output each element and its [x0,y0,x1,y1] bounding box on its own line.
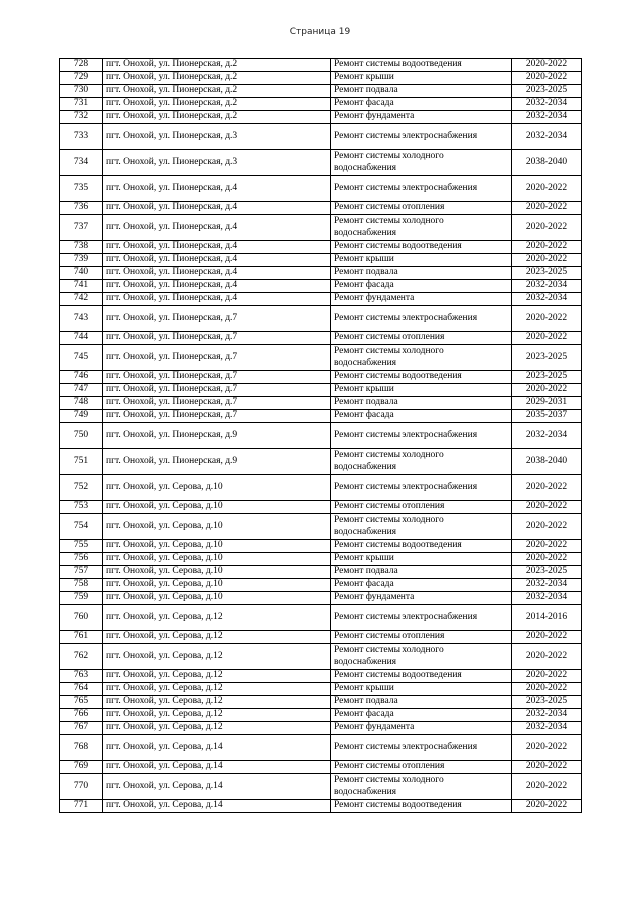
work-type-cell: Ремонт системы холодного водоснабжения [331,774,512,800]
table-row [60,397,582,410]
work-type-cell: Ремонт фундамента [331,293,512,306]
table-row [60,774,582,800]
address-cell: пгт. Онохой, ул. Пионерская, д.2 [103,72,331,85]
table-row [60,280,582,293]
work-type-cell: Ремонт фасада [331,98,512,111]
period-cell: 2020-2022 [512,332,582,345]
row-number-cell: 738 [60,241,103,254]
period-cell: 2020-2022 [512,761,582,774]
row-number-cell: 750 [60,423,103,449]
address-cell: пгт. Онохой, ул. Пионерская, д.4 [103,215,331,241]
row-number-cell: 731 [60,98,103,111]
address-cell: пгт. Онохой, ул. Пионерская, д.7 [103,410,331,423]
row-number-cell: 729 [60,72,103,85]
period-cell: 2020-2022 [512,514,582,540]
address-cell: пгт. Онохой, ул. Пионерская, д.7 [103,384,331,397]
address-cell: пгт. Онохой, ул. Пионерская, д.7 [103,345,331,371]
period-cell: 2014-2016 [512,605,582,631]
row-number-cell: 758 [60,579,103,592]
work-type-cell: Ремонт системы водоотведения [331,59,512,72]
work-type-cell: Ремонт системы отопления [331,501,512,514]
table-row [60,98,582,111]
address-cell: пгт. Онохой, ул. Пионерская, д.9 [103,423,331,449]
row-number-cell: 733 [60,124,103,150]
table-row [60,423,582,449]
period-cell: 2032-2034 [512,280,582,293]
address-cell: пгт. Онохой, ул. Серова, д.10 [103,592,331,605]
address-cell: пгт. Онохой, ул. Серова, д.14 [103,735,331,761]
row-number-cell: 730 [60,85,103,98]
row-number-cell: 768 [60,735,103,761]
period-cell: 2020-2022 [512,215,582,241]
work-type-cell: Ремонт системы отопления [331,202,512,215]
table-row [60,384,582,397]
work-type-cell: Ремонт системы холодного водоснабжения [331,345,512,371]
address-cell: пгт. Онохой, ул. Пионерская, д.4 [103,176,331,202]
work-type-cell: Ремонт подвала [331,397,512,410]
work-type-cell: Ремонт системы водоотведения [331,670,512,683]
table-row [60,176,582,202]
address-cell: пгт. Онохой, ул. Серова, д.10 [103,553,331,566]
period-cell: 2023-2025 [512,267,582,280]
row-number-cell: 752 [60,475,103,501]
work-type-cell: Ремонт подвала [331,566,512,579]
row-number-cell: 742 [60,293,103,306]
address-cell: пгт. Онохой, ул. Серова, д.12 [103,709,331,722]
work-type-cell: Ремонт системы отопления [331,631,512,644]
period-cell: 2020-2022 [512,735,582,761]
address-cell: пгт. Онохой, ул. Пионерская, д.7 [103,371,331,384]
page-number-header: Страница 19 [289,27,351,37]
period-cell: 2023-2025 [512,85,582,98]
period-cell: 2032-2034 [512,111,582,124]
table-row [60,254,582,267]
period-cell: 2020-2022 [512,774,582,800]
row-number-cell: 749 [60,410,103,423]
work-type-cell: Ремонт подвала [331,85,512,98]
work-type-cell: Ремонт системы холодного водоснабжения [331,644,512,670]
period-cell: 2023-2025 [512,371,582,384]
address-cell: пгт. Онохой, ул. Пионерская, д.4 [103,202,331,215]
table-row [60,579,582,592]
table-row [60,540,582,553]
period-cell: 2038-2040 [512,150,582,176]
period-cell: 2023-2025 [512,345,582,371]
row-number-cell: 761 [60,631,103,644]
work-type-cell: Ремонт системы водоотведения [331,241,512,254]
row-number-cell: 771 [60,800,103,813]
row-number-cell: 762 [60,644,103,670]
period-cell: 2032-2034 [512,124,582,150]
address-cell: пгт. Онохой, ул. Серова, д.12 [103,631,331,644]
work-type-cell: Ремонт крыши [331,254,512,267]
table-row [60,592,582,605]
address-cell: пгт. Онохой, ул. Серова, д.14 [103,761,331,774]
address-cell: пгт. Онохой, ул. Пионерская, д.2 [103,111,331,124]
address-cell: пгт. Онохой, ул. Пионерская, д.9 [103,449,331,475]
table-row [60,371,582,384]
row-number-cell: 748 [60,397,103,410]
table-row [60,735,582,761]
table-row [60,566,582,579]
row-number-cell: 751 [60,449,103,475]
row-number-cell: 757 [60,566,103,579]
row-number-cell: 766 [60,709,103,722]
work-type-cell: Ремонт системы холодного водоснабжения [331,514,512,540]
period-cell: 2020-2022 [512,644,582,670]
work-type-cell: Ремонт системы электроснабжения [331,306,512,332]
row-number-cell: 756 [60,553,103,566]
table-row [60,761,582,774]
row-number-cell: 765 [60,696,103,709]
work-type-cell: Ремонт системы электроснабжения [331,475,512,501]
work-type-cell: Ремонт системы холодного водоснабжения [331,215,512,241]
work-type-cell: Ремонт системы водоотведения [331,371,512,384]
row-number-cell: 735 [60,176,103,202]
address-cell: пгт. Онохой, ул. Пионерская, д.2 [103,85,331,98]
table-row [60,475,582,501]
table-row [60,709,582,722]
work-type-cell: Ремонт системы отопления [331,761,512,774]
address-cell: пгт. Онохой, ул. Пионерская, д.7 [103,397,331,410]
period-cell: 2023-2025 [512,566,582,579]
table-row [60,553,582,566]
period-cell: 2020-2022 [512,59,582,72]
period-cell: 2020-2022 [512,306,582,332]
work-type-cell: Ремонт крыши [331,384,512,397]
table-row [60,410,582,423]
address-cell: пгт. Онохой, ул. Серова, д.10 [103,566,331,579]
table-row [60,72,582,85]
period-cell: 2020-2022 [512,72,582,85]
address-cell: пгт. Онохой, ул. Серова, д.12 [103,605,331,631]
row-number-cell: 741 [60,280,103,293]
period-cell: 2020-2022 [512,241,582,254]
period-cell: 2023-2025 [512,696,582,709]
period-cell: 2032-2034 [512,722,582,735]
row-number-cell: 734 [60,150,103,176]
address-cell: пгт. Онохой, ул. Пионерская, д.7 [103,306,331,332]
row-number-cell: 760 [60,605,103,631]
period-cell: 2020-2022 [512,800,582,813]
table-row [60,241,582,254]
period-cell: 2020-2022 [512,475,582,501]
work-type-cell: Ремонт системы электроснабжения [331,176,512,202]
address-cell: пгт. Онохой, ул. Пионерская, д.4 [103,293,331,306]
row-number-cell: 739 [60,254,103,267]
table-row [60,631,582,644]
row-number-cell: 740 [60,267,103,280]
address-cell: пгт. Онохой, ул. Серова, д.12 [103,670,331,683]
address-cell: пгт. Онохой, ул. Серова, д.12 [103,696,331,709]
address-cell: пгт. Онохой, ул. Серова, д.10 [103,514,331,540]
row-number-cell: 764 [60,683,103,696]
row-number-cell: 754 [60,514,103,540]
period-cell: 2029-2031 [512,397,582,410]
address-cell: пгт. Онохой, ул. Пионерская, д.2 [103,59,331,72]
period-cell: 2032-2034 [512,709,582,722]
address-cell: пгт. Онохой, ул. Серова, д.10 [103,501,331,514]
work-type-cell: Ремонт системы водоотведения [331,540,512,553]
address-cell: пгт. Онохой, ул. Пионерская, д.3 [103,150,331,176]
table-row [60,293,582,306]
work-type-cell: Ремонт системы холодного водоснабжения [331,150,512,176]
work-type-cell: Ремонт крыши [331,72,512,85]
work-type-cell: Ремонт подвала [331,696,512,709]
period-cell: 2020-2022 [512,501,582,514]
table-row [60,345,582,371]
row-number-cell: 747 [60,384,103,397]
period-cell: 2020-2022 [512,202,582,215]
address-cell: пгт. Онохой, ул. Пионерская, д.3 [103,124,331,150]
table-row [60,124,582,150]
table-row [60,514,582,540]
row-number-cell: 743 [60,306,103,332]
work-type-cell: Ремонт системы водоотведения [331,800,512,813]
work-type-cell: Ремонт системы холодного водоснабжения [331,449,512,475]
table-row [60,85,582,98]
table-row [60,722,582,735]
address-cell: пгт. Онохой, ул. Серова, д.10 [103,579,331,592]
period-cell: 2020-2022 [512,254,582,267]
table-row [60,332,582,345]
work-type-cell: Ремонт системы электроснабжения [331,124,512,150]
row-number-cell: 732 [60,111,103,124]
table-row [60,800,582,813]
table-row [60,605,582,631]
work-type-cell: Ремонт фундамента [331,722,512,735]
repair-schedule-table [59,58,582,813]
work-type-cell: Ремонт подвала [331,267,512,280]
table-row [60,215,582,241]
row-number-cell: 745 [60,345,103,371]
work-type-cell: Ремонт фасада [331,280,512,293]
period-cell: 2020-2022 [512,176,582,202]
table-row [60,59,582,72]
table-row [60,670,582,683]
row-number-cell: 744 [60,332,103,345]
address-cell: пгт. Онохой, ул. Пионерская, д.7 [103,332,331,345]
period-cell: 2020-2022 [512,631,582,644]
period-cell: 2020-2022 [512,384,582,397]
work-type-cell: Ремонт фасада [331,410,512,423]
row-number-cell: 737 [60,215,103,241]
table-row [60,449,582,475]
row-number-cell: 755 [60,540,103,553]
address-cell: пгт. Онохой, ул. Серова, д.10 [103,475,331,501]
address-cell: пгт. Онохой, ул. Серова, д.14 [103,800,331,813]
row-number-cell: 767 [60,722,103,735]
period-cell: 2032-2034 [512,98,582,111]
row-number-cell: 728 [60,59,103,72]
period-cell: 2032-2034 [512,293,582,306]
period-cell: 2032-2034 [512,592,582,605]
period-cell: 2032-2034 [512,579,582,592]
row-number-cell: 736 [60,202,103,215]
row-number-cell: 753 [60,501,103,514]
address-cell: пгт. Онохой, ул. Пионерская, д.4 [103,280,331,293]
table-row [60,696,582,709]
table-row [60,501,582,514]
address-cell: пгт. Онохой, ул. Пионерская, д.4 [103,254,331,267]
work-type-cell: Ремонт системы электроснабжения [331,605,512,631]
work-type-cell: Ремонт системы электроснабжения [331,735,512,761]
work-type-cell: Ремонт системы электроснабжения [331,423,512,449]
table-row [60,267,582,280]
table-row [60,683,582,696]
work-type-cell: Ремонт фундамента [331,592,512,605]
address-cell: пгт. Онохой, ул. Серова, д.14 [103,774,331,800]
address-cell: пгт. Онохой, ул. Пионерская, д.4 [103,267,331,280]
work-type-cell: Ремонт фасада [331,579,512,592]
table-body [60,59,582,813]
table-row [60,306,582,332]
work-type-cell: Ремонт системы отопления [331,332,512,345]
period-cell: 2020-2022 [512,670,582,683]
table-row [60,111,582,124]
table-row [60,150,582,176]
work-type-cell: Ремонт фасада [331,709,512,722]
address-cell: пгт. Онохой, ул. Серова, д.10 [103,540,331,553]
work-type-cell: Ремонт крыши [331,553,512,566]
row-number-cell: 763 [60,670,103,683]
address-cell: пгт. Онохой, ул. Пионерская, д.2 [103,98,331,111]
table-row [60,644,582,670]
address-cell: пгт. Онохой, ул. Серова, д.12 [103,683,331,696]
period-cell: 2020-2022 [512,553,582,566]
row-number-cell: 759 [60,592,103,605]
row-number-cell: 746 [60,371,103,384]
work-type-cell: Ремонт крыши [331,683,512,696]
work-type-cell: Ремонт фундамента [331,111,512,124]
period-cell: 2032-2034 [512,423,582,449]
period-cell: 2020-2022 [512,683,582,696]
table-row [60,202,582,215]
address-cell: пгт. Онохой, ул. Серова, д.12 [103,644,331,670]
row-number-cell: 770 [60,774,103,800]
period-cell: 2020-2022 [512,540,582,553]
period-cell: 2035-2037 [512,410,582,423]
address-cell: пгт. Онохой, ул. Серова, д.12 [103,722,331,735]
row-number-cell: 769 [60,761,103,774]
address-cell: пгт. Онохой, ул. Пионерская, д.4 [103,241,331,254]
period-cell: 2038-2040 [512,449,582,475]
